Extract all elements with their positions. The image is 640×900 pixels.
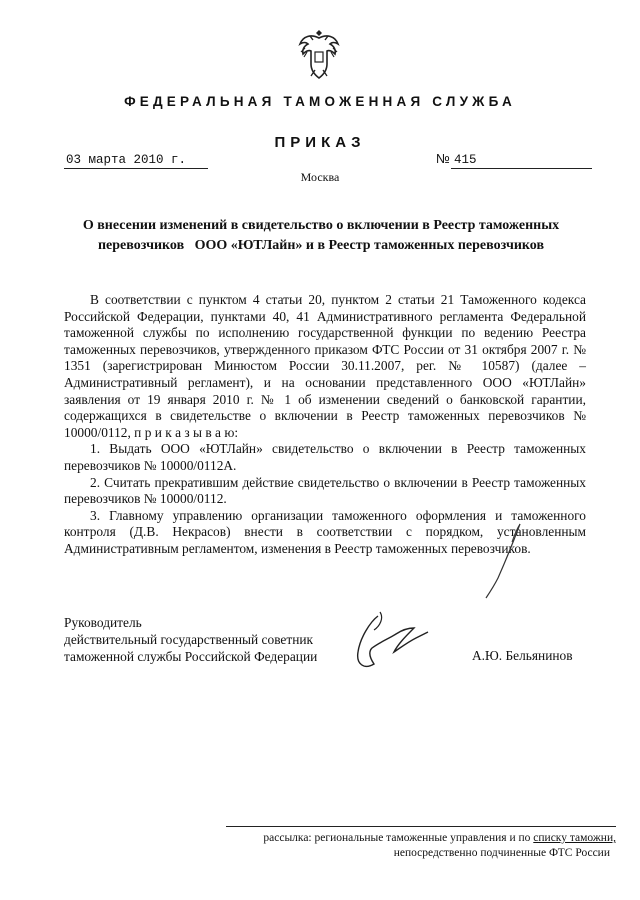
- handwritten-signature: [350, 608, 430, 678]
- signatory-title-1: Руководитель: [64, 615, 142, 630]
- distribution-link: списку таможни,: [533, 832, 616, 844]
- handwritten-approval-mark: [480, 520, 530, 600]
- order-date: 03 марта 2010 г.: [64, 152, 208, 169]
- paragraph-item-1: 1. Выдать ООО «ЮТЛайн» свидетельство о включении в Реестр таможенных перевозчиков № 10000/0112А.: [64, 441, 586, 473]
- distribution-prefix: рассылка: региональные таможенные управления и по: [263, 832, 534, 844]
- signatory-block: [64, 614, 317, 665]
- subject-line-2: перевозчиков ООО «ЮТЛайн» и в Реестр таможенных перевозчиков: [97, 237, 545, 253]
- order-body: [64, 292, 586, 558]
- order-number-label: №: [436, 151, 450, 166]
- distribution-line-2: непосредственно подчиненные ФТС России: [393, 847, 610, 859]
- double-headed-eagle-icon: [297, 30, 341, 80]
- signatory-name: А.Ю. Бельянинов: [472, 648, 573, 663]
- signatory-title-2: действительный государственный советник: [64, 632, 314, 647]
- order-subject: [66, 216, 576, 255]
- city: Москва: [300, 170, 340, 184]
- paragraph-item-2: 2. Считать прекратившим действие свидетельство о включении в Реестр таможенных перевозчиков № 10000/0112.: [64, 474, 586, 507]
- agency-name: ФЕДЕРАЛЬНАЯ ТАМОЖЕННАЯ СЛУЖБА: [124, 94, 516, 109]
- paragraph-item-3: 3. Главному управлению организации таможенного оформления и таможенного контроля (Д.В. Некрасов) внести в соответствии с порядком, установленным Административным регламентом, изменения в Реестр таможенных перевозчиков.: [64, 507, 586, 556]
- document-type: ПРИКАЗ: [274, 134, 366, 151]
- order-number: 415: [451, 152, 592, 169]
- distribution-list: [226, 826, 616, 861]
- signatory-title-3: таможенной службы Российской Федерации: [64, 649, 318, 664]
- paragraph-preamble: В соответствии с пунктом 4 статьи 20, пунктом 2 статьи 21 Таможенного кодекса Российской Федерации, пунктами 40, 41 Административного регламента Федеральной таможенной службы по исполнению государственной функции по ведению Реестра таможенных перевозчиков, утвержденного приказом ФТС России от 31 октября 2007 г. № 1351 (зарегистрирован Минюстом России 30.11.2007, рег. № 10587) (далее – Административный регламент), и на основании представленного ООО «ЮТЛайн» заявления от 19 января 2010 г. № 1 об изменении сведений о банковской гарантии, содержащихся в свидетельстве о включении в Реестр таможенных перевозчиков № 10000/0112, п р и к а з ы в а ю:: [64, 292, 586, 440]
- subject-line-1: О внесении изменений в свидетельство о включении в Реестр таможенных: [82, 218, 560, 233]
